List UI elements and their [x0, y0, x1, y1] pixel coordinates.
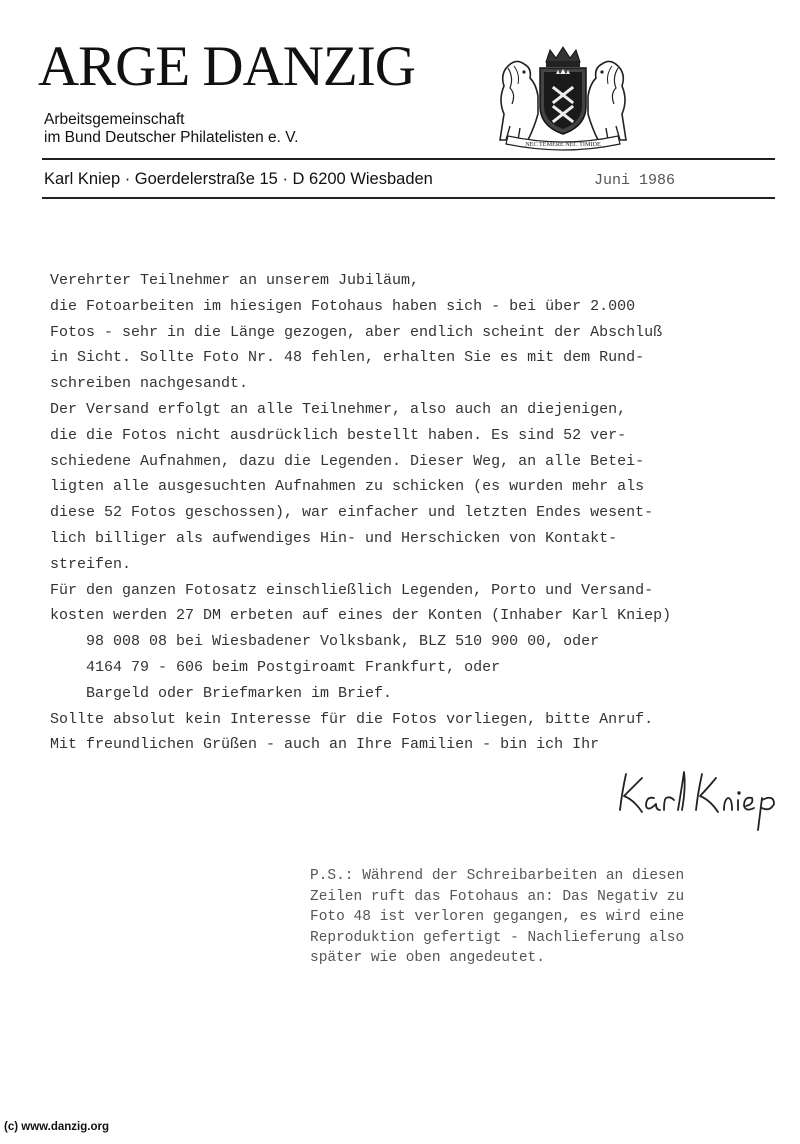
body-line: Fotos - sehr in die Länge gezogen, aber endlich scheint der Abschluß	[50, 323, 663, 341]
body-line: diese 52 Fotos geschossen), war einfacher und letzten Endes wesent-	[50, 504, 654, 522]
org-subtitle-line2: im Bund Deutscher Philatelisten e. V.	[44, 129, 299, 146]
body-line: Mit freundlichen Grüßen - auch an Ihre Familien - bin ich Ihr	[50, 736, 600, 754]
postscript-line: Reproduktion gefertigt - Nachlieferung also	[310, 929, 685, 946]
organization-name: ARGE DANZIG	[38, 35, 415, 98]
body-line: die Fotoarbeiten im hiesigen Fotohaus haben sich - bei über 2.000	[50, 297, 636, 315]
body-line: lich billiger als aufwendiges Hin- und Herschicken von Kontakt-	[50, 529, 618, 547]
copyright-footer: (c) www.danzig.org	[4, 1121, 109, 1133]
postscript	[310, 866, 684, 969]
header-rule-top	[42, 158, 775, 160]
body-line: Verehrter Teilnehmer an unserem Jubiläum,	[50, 272, 420, 289]
body-line: die die Fotos nicht ausdrücklich bestellt haben. Es sind 52 ver-	[50, 426, 627, 444]
org-subtitle-line1: Arbeitsgemeinschaft	[44, 111, 185, 128]
letter-body	[50, 268, 671, 758]
danzig-coat-of-arms-icon	[494, 44, 632, 152]
body-line: Sollte absolut kein Interesse für die Fotos vorliegen, bitte Anruf.	[50, 710, 654, 728]
postscript-line: Zeilen ruft das Fotohaus an: Das Negativ zu	[310, 888, 685, 905]
body-line: kosten werden 27 DM erbeten auf eines der Konten (Inhaber Karl Kniep)	[50, 607, 672, 625]
body-line: ligten alle ausgesuchten Aufnahmen zu schicken (es wurden mehr als	[50, 478, 645, 496]
body-line: schreiben nachgesandt.	[50, 375, 249, 393]
body-line: streifen.	[50, 555, 132, 573]
body-line: schiedene Aufnahmen, dazu die Legenden. Dieser Weg, an alle Betei-	[50, 452, 645, 470]
crest-motto: NEC TEMERE NEC TIMIDE	[525, 141, 601, 148]
handwritten-signature	[612, 768, 792, 834]
body-line: 4164 79 - 606 beim Postgiroamt Frankfurt, oder	[50, 658, 501, 676]
sender-address: Karl Kniep · Goerdelerstraße 15 · D 6200 Wiesbaden	[44, 170, 433, 188]
letter-date: Juni 1986	[594, 172, 676, 189]
body-line: Bargeld oder Briefmarken im Brief.	[50, 684, 393, 702]
postscript-line: P.S.: Während der Schreibarbeiten an diesen	[310, 868, 685, 884]
body-line: 98 008 08 bei Wiesbadener Volksbank, BLZ 510 900 00, oder	[50, 633, 600, 651]
header-rule-bottom	[42, 197, 775, 199]
postscript-line: später wie oben angedeutet.	[310, 950, 545, 966]
body-line: Für den ganzen Fotosatz einschließlich Legenden, Porto und Versand-	[50, 581, 654, 599]
body-line: Der Versand erfolgt an alle Teilnehmer, also auch an diejenigen,	[50, 400, 627, 418]
body-line: in Sicht. Sollte Foto Nr. 48 fehlen, erhalten Sie es mit dem Rund-	[50, 349, 645, 367]
postscript-line: Foto 48 ist verloren gegangen, es wird eine	[310, 909, 685, 925]
